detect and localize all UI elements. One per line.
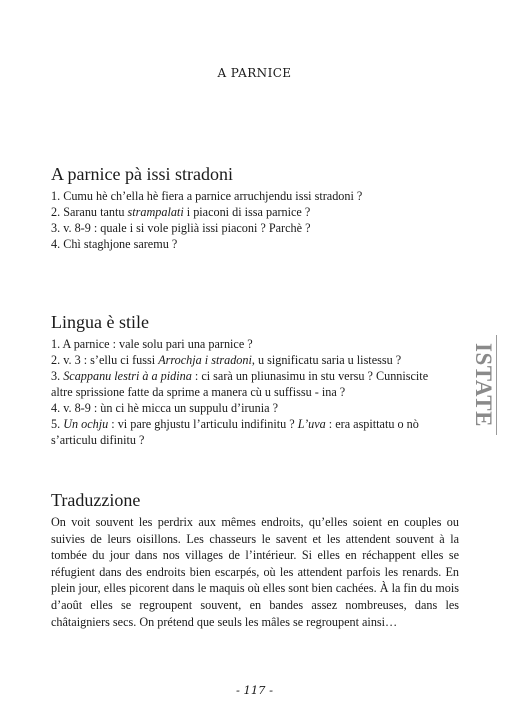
list-item: 3. v. 8-9 : quale i si vole piglià issi piaconi ? Parchè ? — [51, 221, 311, 235]
list-item-continuation: s’articulu difinitu ? — [51, 433, 145, 447]
questions-list — [51, 188, 461, 252]
list-item: 5. Un ochju : vi pare ghjustu l’articulu indifinitu ? L’uva : era aspittatu o nò — [51, 417, 419, 431]
list-item: 2. Saranu tantu strampalati i piaconi di issa parnice ? — [51, 205, 311, 219]
list-item: 4. Chì staghjone saremu ? — [51, 237, 178, 251]
questions-section — [51, 164, 461, 252]
list-item: 2. v. 3 : s’ellu ci fussi Arrochja i stradoni, u significatu saria u listessu ? — [51, 353, 402, 367]
lingua-list — [51, 336, 461, 448]
list-item: 3. Scappanu lestri à a pidina : ci sarà un pliunasimu in stu versu ? Cunniscite — [51, 369, 429, 383]
season-label: ISTATE — [471, 343, 496, 427]
list-item: 1. Cumu hè ch’ella hè fiera a parnice arruchjendu issi stradoni ? — [51, 189, 363, 203]
season-side-tab — [470, 335, 497, 435]
questions-heading: A parnice pà issi stradoni — [51, 164, 233, 184]
lingua-section — [51, 312, 461, 448]
list-item-continuation: altre sprissione fatte da sprime a manera cù u suffissu - ina ? — [51, 385, 346, 399]
page-header: A PARNICE — [217, 66, 292, 80]
list-item: 4. v. 8-9 : ùn ci hè micca un suppulu d’irunia ? — [51, 401, 278, 415]
traduzzione-paragraph: On voit souvent les perdrix aux mêmes endroits, qu’elles soient en couples ou suivies de leurs oisillons. Les chasseurs le savent et les attendent souvent à la tombée du jour dans nos villages de l’intérieur. Si elles en réchappent elles se réfugient dans des endroits bien escarpés, où les attendent parfois les renards. En plein jour, elles picorent dans le maquis où elles sont bien cachées. À la fin du mois d’août elles se regroupent souvent, en bandes assez nombreuses, dans les châtaigniers secs. On prétend que seuls les mâles se regroupent ainsi… — [51, 515, 459, 629]
list-item: 1. A parnice : vale solu pari una parnice ? — [51, 337, 253, 351]
traduzzione-heading: Traduzzione — [51, 490, 141, 510]
traduzzione-section — [51, 490, 459, 630]
lingua-heading: Lingua è stile — [51, 312, 149, 332]
page-number: - 117 - — [235, 683, 274, 697]
